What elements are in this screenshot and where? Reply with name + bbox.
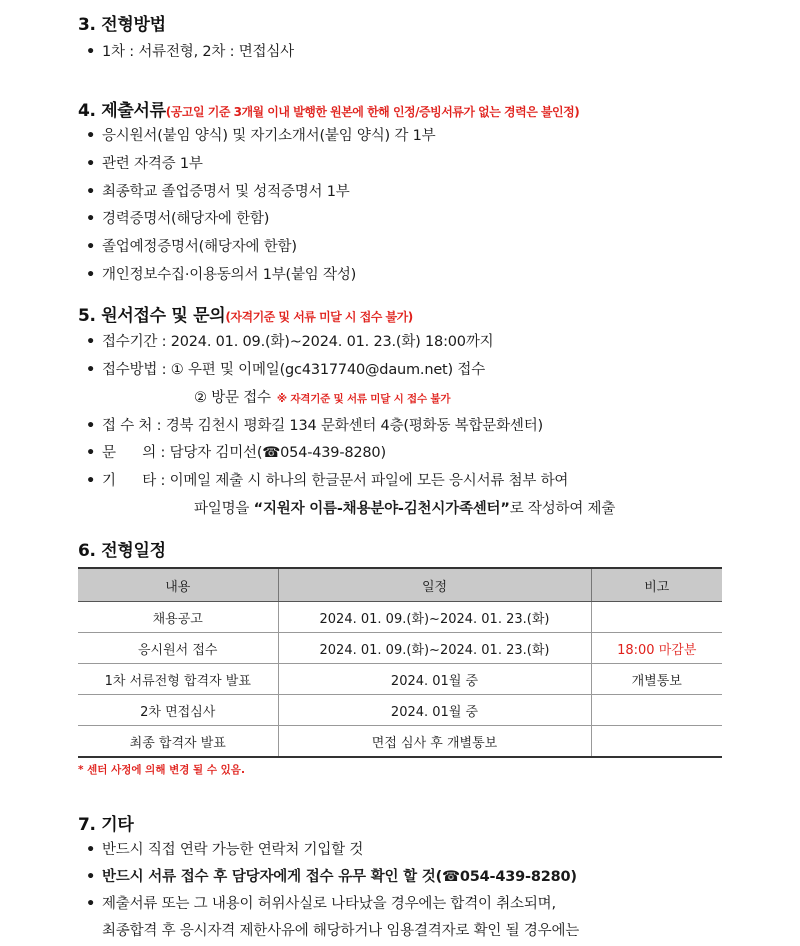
section7-item-cont: 최종합격 후 응시자격 제한사유에 해당하거나 임용결격자로 확인 될 경우에는 bbox=[102, 923, 580, 939]
table-cell: 채용공고 bbox=[78, 602, 278, 633]
table-cell: 개별통보 bbox=[591, 664, 722, 695]
bullet-icon: • bbox=[86, 418, 96, 434]
column-header: 내용 bbox=[78, 568, 278, 602]
schedule-footnote: * 센터 사정에 의해 변경 될 수 있음. bbox=[78, 764, 245, 776]
section4-title: 4. 제출서류(공고일 기준 3개월 이내 발행한 원본에 한해 인정/증빙서류가 없는 경력은 불인정) bbox=[78, 101, 580, 121]
bullet-icon: • bbox=[86, 44, 96, 60]
table-cell: 18:00 마감분 bbox=[591, 633, 722, 664]
section4-item: • 최종학교 졸업증명서 및 성적증명서 1부 bbox=[86, 184, 350, 200]
section7-item: • 제출서류 또는 그 내용이 허위사실로 나타났을 경우에는 합격이 취소되며, bbox=[86, 896, 556, 912]
bullet-icon: • bbox=[86, 267, 96, 283]
bullet-icon: • bbox=[86, 362, 96, 378]
table-cell bbox=[591, 602, 722, 633]
column-header: 일정 bbox=[278, 568, 591, 602]
bullet-icon: • bbox=[86, 156, 96, 172]
section5-etc: • 기 타 : 이메일 제출 시 하나의 한글문서 파일에 모든 응시서류 첨부 하여 bbox=[86, 473, 569, 489]
column-header: 비고 bbox=[591, 568, 722, 602]
bullet-icon: • bbox=[86, 869, 96, 885]
table-row bbox=[78, 633, 722, 664]
section4-note: (공고일 기준 3개월 이내 발행한 원본에 한해 인정/증빙서류가 없는 경력은 불인정) bbox=[165, 105, 580, 119]
section5-contact: • 문 의 : 담당자 김미선(☎054-439-8280) bbox=[86, 445, 386, 461]
section5-method-note: ※ 자격기준 및 서류 미달 시 접수 불가 bbox=[276, 393, 451, 405]
section6-title: 6. 전형일정 bbox=[78, 541, 166, 561]
bullet-icon: • bbox=[86, 842, 96, 858]
section4-item: • 관련 자격증 1부 bbox=[86, 156, 203, 172]
bullet-icon: • bbox=[86, 239, 96, 255]
section7-item: • 반드시 직접 연락 가능한 연락처 기입할 것 bbox=[86, 842, 364, 858]
table-cell: 최종 합격자 발표 bbox=[78, 726, 278, 758]
table-cell: 1차 서류전형 합격자 발표 bbox=[78, 664, 278, 695]
bullet-icon: • bbox=[86, 128, 96, 144]
table-header-row bbox=[78, 568, 722, 602]
section5-title: 5. 원서접수 및 문의(자격기준 및 서류 미달 시 접수 불가) bbox=[78, 306, 413, 326]
section4-item: • 졸업예정증명서(해당자에 한함) bbox=[86, 239, 297, 255]
section4-item: • 경력증명서(해당자에 한함) bbox=[86, 211, 270, 227]
bullet-icon: • bbox=[86, 896, 96, 912]
table-cell: 면접 심사 후 개별통보 bbox=[278, 726, 591, 758]
section5-etc-filename: 파일명을 “지원자 이름-채용분야-김천시가족센터”로 작성하여 제출 bbox=[194, 501, 616, 517]
table-row bbox=[78, 695, 722, 726]
bullet-icon: • bbox=[86, 445, 96, 461]
table-cell: 2024. 01. 09.(화)~2024. 01. 23.(화) bbox=[278, 602, 591, 633]
table-cell: 2차 면접심사 bbox=[78, 695, 278, 726]
section4-item: • 응시원서(붙임 양식) 및 자기소개서(붙임 양식) 각 1부 bbox=[86, 128, 436, 144]
section5-method: • 접수방법 : ① 우편 및 이메일(gc4317740@daum.net) 접수 bbox=[86, 362, 485, 378]
table-cell: 2024. 01월 중 bbox=[278, 664, 591, 695]
table-cell: 2024. 01월 중 bbox=[278, 695, 591, 726]
table-cell bbox=[591, 726, 722, 758]
bullet-icon: • bbox=[86, 473, 96, 489]
section7-title: 7. 기타 bbox=[78, 815, 134, 835]
section5-period: • 접수기간 : 2024. 01. 09.(화)~2024. 01. 23.(화) 18:00까지 bbox=[86, 334, 494, 350]
filename-format: “지원자 이름-채용분야-김천시가족센터” bbox=[253, 501, 510, 517]
table-row bbox=[78, 726, 722, 758]
section7-item: • 반드시 서류 접수 후 담당자에게 접수 유무 확인 할 것(☎054-439-8280) bbox=[86, 869, 577, 885]
table-cell bbox=[591, 695, 722, 726]
bullet-icon: • bbox=[86, 184, 96, 200]
table-cell: 응시원서 접수 bbox=[78, 633, 278, 664]
schedule-table bbox=[78, 567, 722, 758]
table-row bbox=[78, 602, 722, 633]
section3-item: • 1차 : 서류전형, 2차 : 면접심사 bbox=[86, 44, 294, 60]
section5-note: (자격기준 및 서류 미달 시 접수 불가) bbox=[225, 310, 413, 324]
table-row bbox=[78, 664, 722, 695]
table-cell: 2024. 01. 09.(화)~2024. 01. 23.(화) bbox=[278, 633, 591, 664]
section4-item: • 개인정보수집·이용동의서 1부(붙임 작성) bbox=[86, 267, 357, 283]
section3-title: 3. 전형방법 bbox=[78, 15, 166, 35]
section5-method-visit: ② 방문 접수 ※ 자격기준 및 서류 미달 시 접수 불가 bbox=[194, 390, 451, 406]
bullet-icon: • bbox=[86, 334, 96, 350]
bullet-icon: • bbox=[86, 211, 96, 227]
section5-place: • 접 수 처 : 경북 김천시 평화길 134 문화센터 4층(평화동 복합문화센터) bbox=[86, 418, 543, 434]
